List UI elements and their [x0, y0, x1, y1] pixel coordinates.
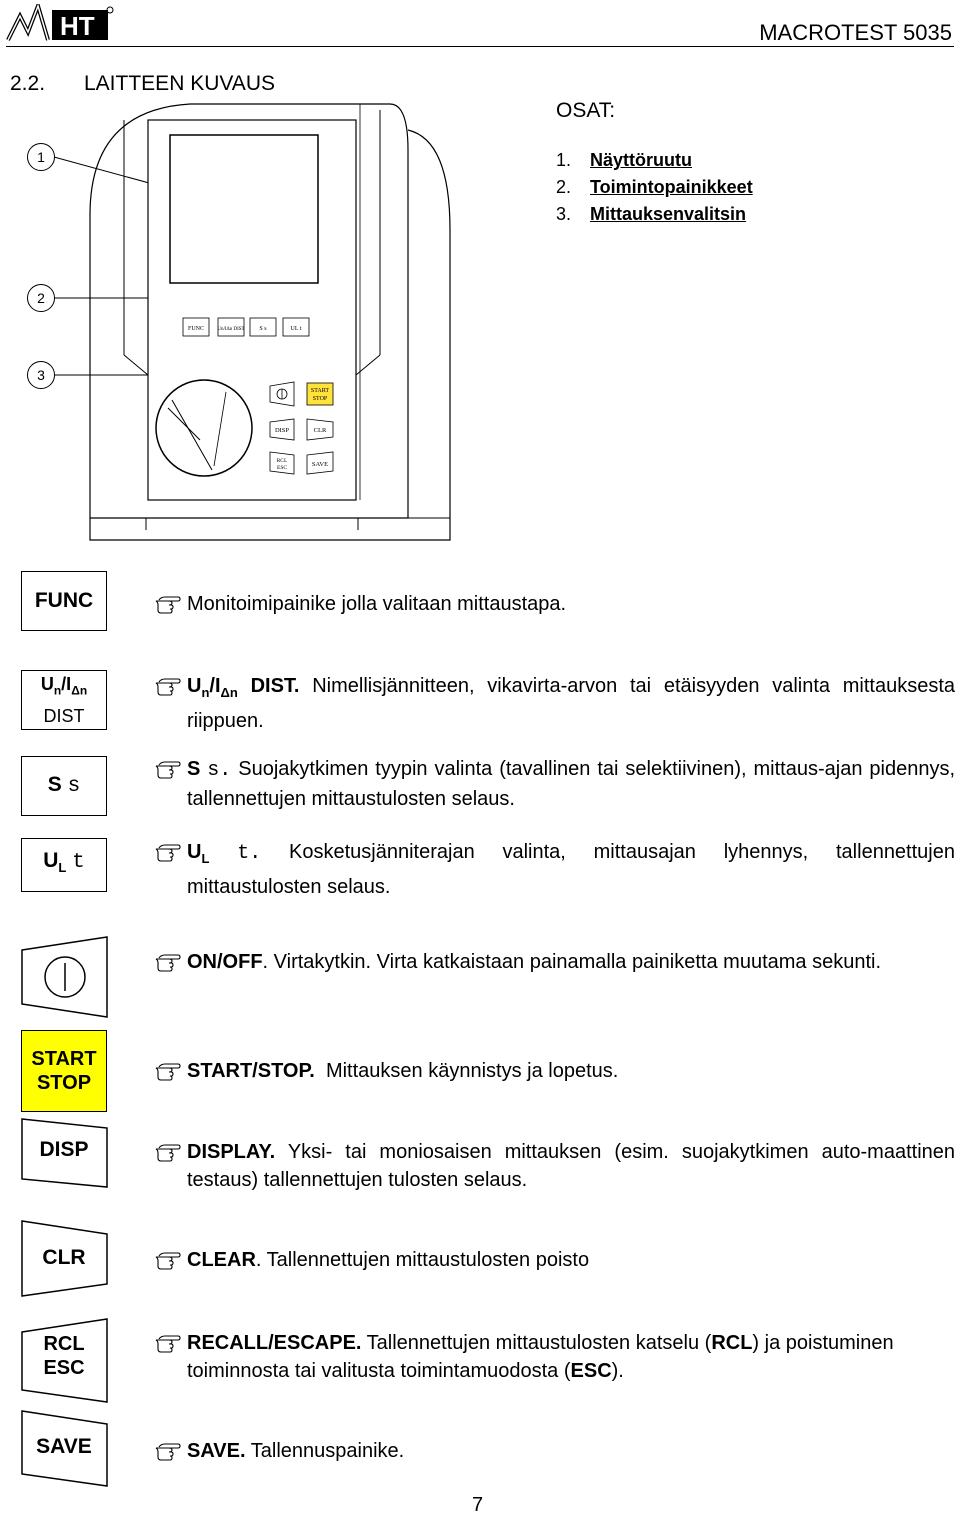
pointing-hand-icon — [155, 1333, 181, 1353]
header-rule — [6, 46, 954, 47]
un-idn-dist-description: $U_n/I_{\Delta n}$ DIST. Nimellisjännitteen, vikavirta-arvon tai etäisyyden valinta mittauksesta riippuen. — [155, 672, 955, 735]
clr-key-label: CLR — [42, 1246, 86, 1269]
disp-description: DISPLAY. Yksi- tai moniosaisen mittauksen (esim. suojakytkimen auto-maattinen testaus) tallennettujen tulosten selaus. — [155, 1138, 955, 1194]
clr-description: CLEAR. Tallennettujen mittaustulosten poisto — [155, 1246, 955, 1274]
svg-text:STOP: STOP — [312, 396, 328, 402]
callout-2: 2 — [27, 284, 55, 312]
disp-key-label: DISP — [39, 1138, 89, 1161]
pointing-hand-icon — [155, 952, 181, 972]
start-stop-key-box: START STOP — [21, 1030, 107, 1112]
callout-1: 1 — [27, 143, 55, 171]
pointing-hand-icon — [155, 594, 181, 614]
svg-text:SAVE: SAVE — [311, 461, 329, 468]
part-item: 3. Mittauksenvalitsin — [556, 204, 747, 224]
on-off-description: ON/OFF. Virtakytkin. Virta katkaistaan painamalla painiketta muutama sekunti. — [155, 948, 955, 976]
svg-text:S s: S s — [259, 326, 267, 332]
ul-t-key-box: $U_L$ t — [21, 838, 107, 892]
part-item: 2. Toimintopainikkeet — [556, 177, 753, 197]
func-key-box: FUNC — [21, 571, 107, 631]
pointing-hand-icon — [155, 1250, 181, 1270]
s-s-description: S s. Suojakytkimen tyypin valinta (tavallinen tai selektiivinen), mittaus-ajan pidennys, tallennettujen mittaustulosten selaus. — [155, 755, 955, 813]
svg-text:UL t: UL t — [290, 326, 302, 332]
pointing-hand-icon — [155, 676, 181, 696]
part-item: 1. Näyttöruutu — [556, 150, 692, 170]
section-number: 2.2. — [10, 72, 46, 95]
save-key-label: SAVE — [36, 1435, 92, 1458]
un-idn-dist-key-box: $U_n/I_{\Delta n}$ DIST — [21, 670, 107, 730]
device-illustration — [0, 95, 560, 545]
svg-text:START: START — [310, 388, 330, 394]
rcl-esc-description: RECALL/ESCAPE. Tallennettujen mittaustulosten katselu (RCL) ja poistuminen toiminnosta tai valitusta toimintamuodosta (ESC). — [155, 1329, 955, 1385]
svg-text:DISP: DISP — [274, 427, 290, 434]
pointing-hand-icon — [155, 759, 181, 779]
svg-text:RCL: RCL — [276, 458, 288, 464]
pointing-hand-icon — [155, 1441, 181, 1461]
pointing-hand-icon — [155, 1142, 181, 1162]
svg-text:CLR: CLR — [313, 427, 327, 434]
section-title: LAITTEEN KUVAUS — [84, 72, 275, 95]
func-description: Monitoimipainike jolla valitaan mittaustapa. — [155, 590, 955, 618]
document-model: MACROTEST 5035 — [759, 20, 952, 45]
s-s-key-box: S s — [21, 756, 107, 816]
pointing-hand-icon — [155, 842, 181, 862]
svg-text:ESC: ESC — [276, 465, 288, 471]
svg-text:FUNC: FUNC — [187, 326, 205, 332]
page-number: 7 — [472, 1494, 484, 1516]
start-stop-description: START/STOP. Mittauksen käynnistys ja lopetus. — [155, 1057, 955, 1085]
pointing-hand-icon — [155, 1061, 181, 1081]
svg-text:Un/IΔn DIST: Un/IΔn DIST — [217, 327, 245, 332]
on-off-key-icon — [21, 936, 109, 1018]
ul-t-description: $U_L$ t. Kosketusjänniterajan valinta, mittausajan lyhennys, tallennettujen mittaustulosten selaus. — [155, 838, 955, 901]
svg-text:HT: HT — [60, 11, 95, 41]
ht-logo — [6, 4, 114, 44]
parts-heading: OSAT: — [556, 99, 616, 122]
save-description: SAVE. Tallennuspainike. — [155, 1437, 955, 1465]
rcl-esc-key-label: RCL ESC — [43, 1333, 85, 1379]
callout-3: 3 — [27, 361, 55, 389]
